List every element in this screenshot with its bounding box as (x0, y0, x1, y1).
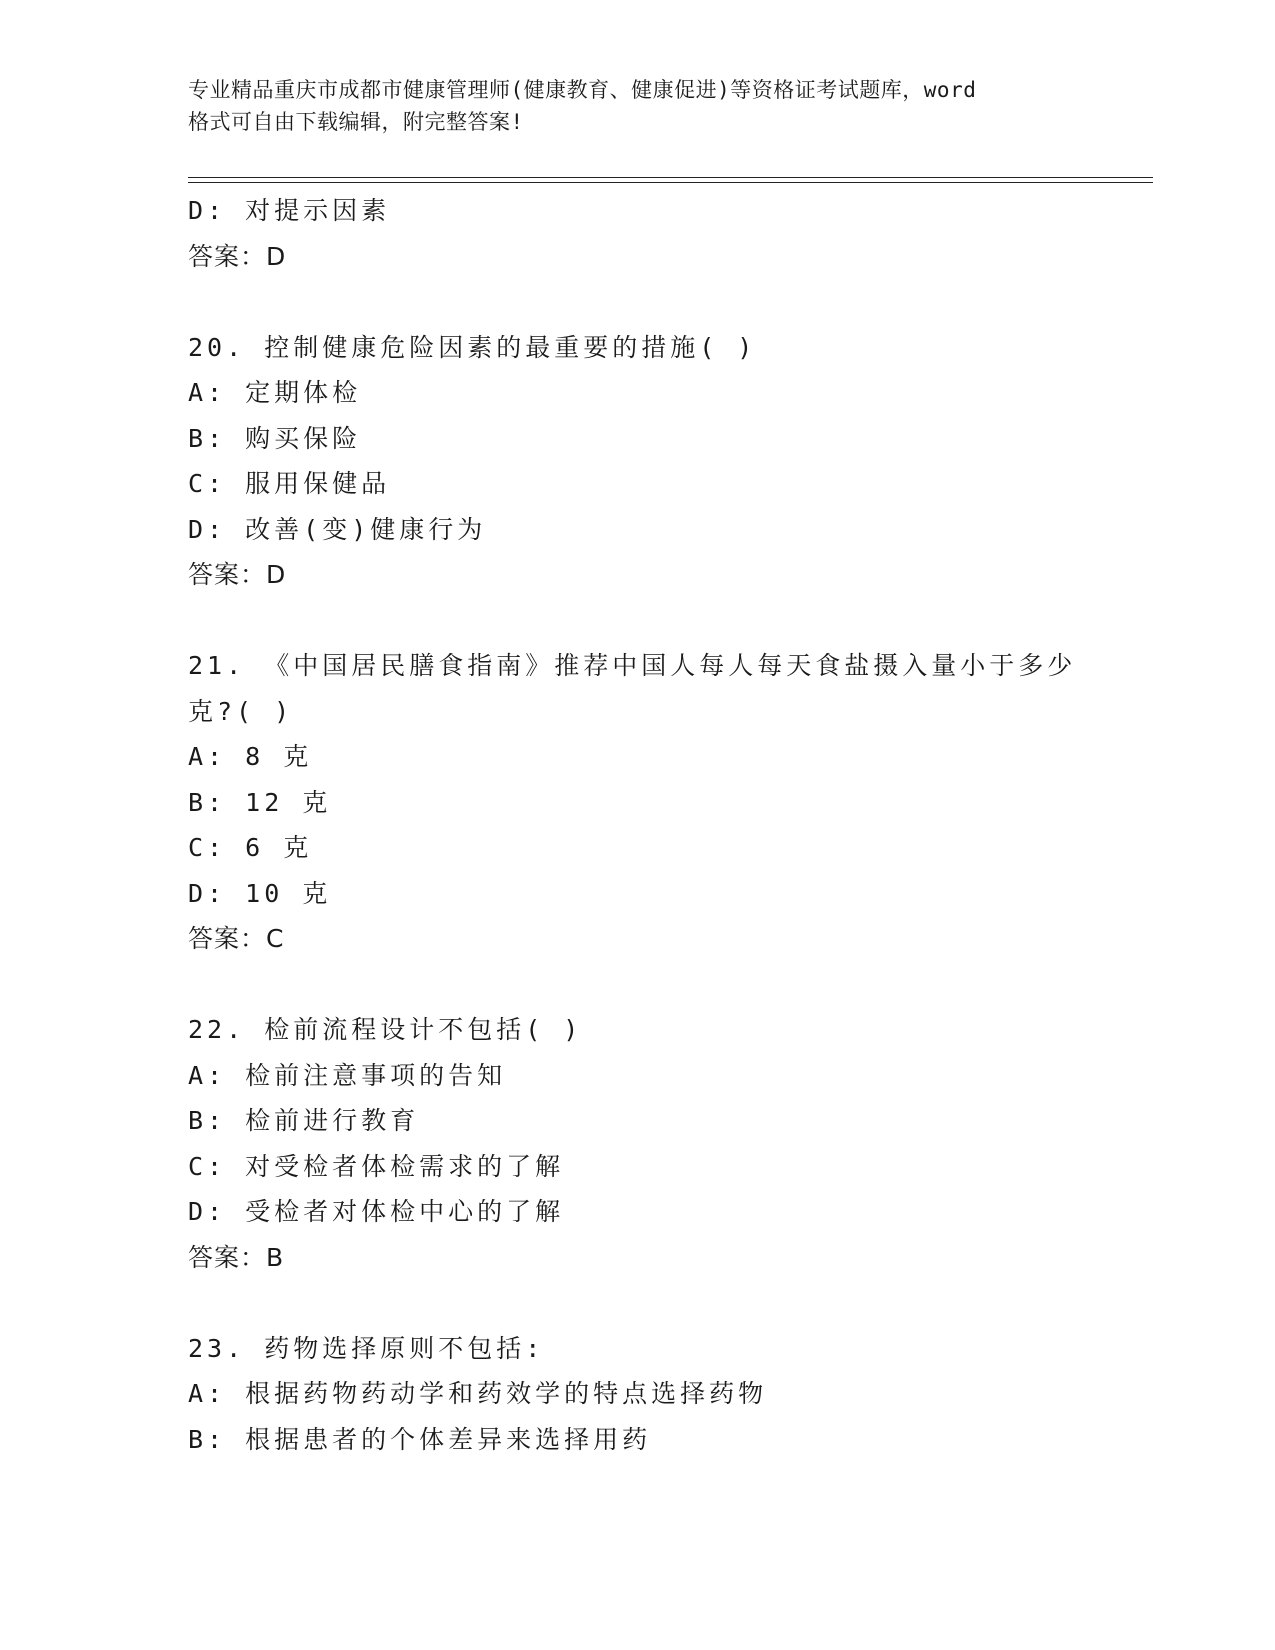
page-header (188, 74, 1088, 138)
option-d: D: 改善(变)健康行为 (188, 514, 487, 544)
question-stem-continued: 克?( ) (188, 696, 294, 726)
question-20 (188, 325, 1088, 598)
option-b: B: 检前进行教育 (188, 1106, 420, 1135)
question-22 (188, 1007, 1088, 1280)
option-b: B: 根据患者的个体差异来选择用药 (188, 1424, 652, 1454)
header-divider-top (188, 177, 1153, 178)
question-list (188, 188, 1088, 1462)
option-a: A: 8 克 (188, 742, 313, 771)
header-divider-bottom (188, 182, 1153, 183)
option-d: D: 10 克 (188, 878, 332, 908)
option-b: B: 12 克 (188, 787, 332, 817)
option-d: D: 受检者对体检中心的了解 (188, 1197, 565, 1226)
question-stem: 21. 《中国居民膳食指南》推荐中国人每人每天食盐摄入量小于多少 (188, 651, 1077, 680)
answer: 答案：B (188, 1242, 285, 1272)
option-a: A: 根据药物药动学和药效学的特点选择药物 (188, 1379, 768, 1408)
answer: 答案：C (188, 924, 285, 953)
header-line-1: 专业精品重庆市成都市健康管理师(健康教育、健康促进)等资格证考试题库，word (188, 78, 977, 102)
question-19-tail (188, 188, 1088, 279)
question-stem: 20. 控制健康危险因素的最重要的措施( ) (188, 332, 757, 362)
option-d: D: 对提示因素 (188, 196, 391, 225)
question-stem: 22. 检前流程设计不包括( ) (188, 1015, 583, 1044)
option-c: C: 6 克 (188, 833, 313, 862)
option-b: B: 购买保险 (188, 423, 362, 453)
option-c: C: 服用保健品 (188, 469, 391, 498)
option-a: A: 检前注意事项的告知 (188, 1060, 507, 1090)
question-stem: 23. 药物选择原则不包括: (188, 1333, 545, 1363)
header-line-2: 格式可自由下载编辑，附完整答案! (188, 110, 524, 134)
answer: 答案：D (188, 560, 287, 589)
question-23 (188, 1326, 1088, 1463)
question-21 (188, 643, 1088, 962)
option-a: A: 定期体检 (188, 378, 362, 407)
option-c: C: 对受检者体检需求的了解 (188, 1151, 565, 1181)
answer: 答案：D (188, 241, 287, 271)
